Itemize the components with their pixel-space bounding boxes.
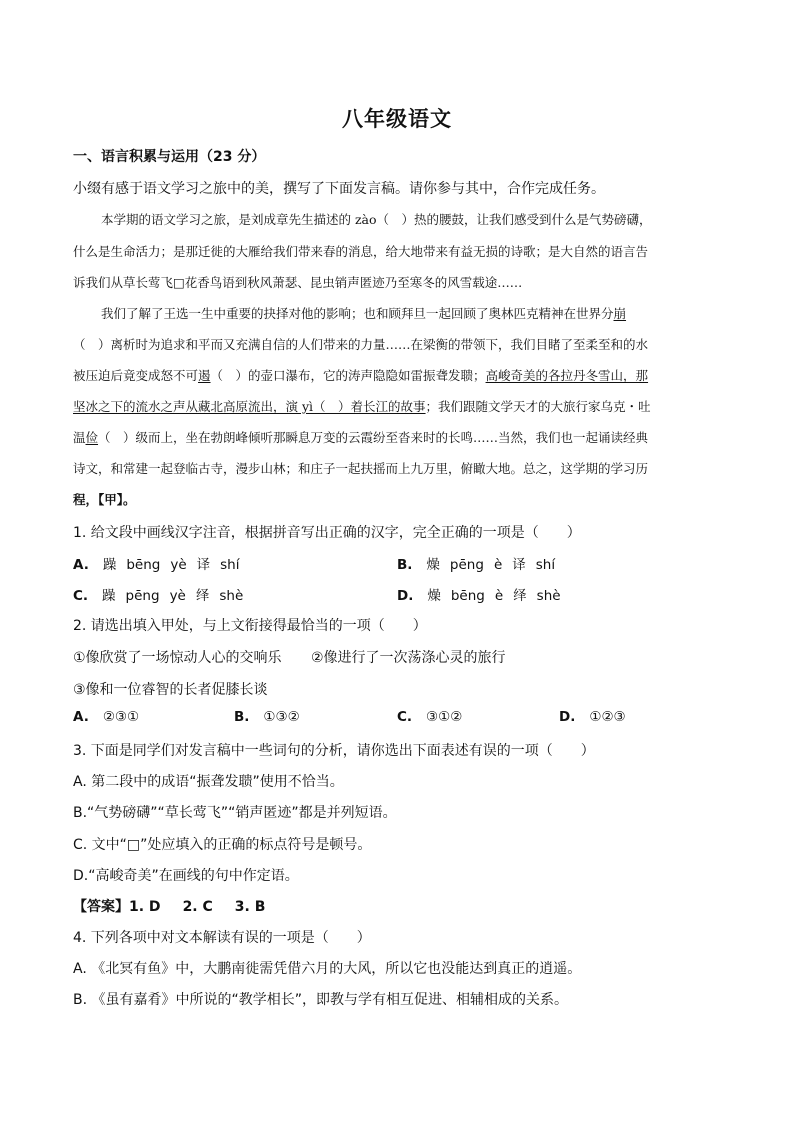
underlined-char: 俭 bbox=[85, 430, 99, 445]
question-2-stem: 2. 请选出填入甲处，与上文衔接得最恰当的一项（ ） bbox=[73, 618, 427, 634]
question-1-stem: 1. 给文段中画线汉字注音，根据拼音写出正确的汉字，完全正确的一项是（ ） bbox=[73, 525, 581, 541]
q2-option-b[interactable]: B. ①③② bbox=[234, 709, 300, 725]
q1-option-d[interactable]: D. 燥 bēng è 绎 shè bbox=[397, 588, 561, 604]
q2-option-c[interactable]: C. ③①② bbox=[397, 709, 463, 725]
passage-line: 诗文，和常建一起登临古寺，漫步山林；和庄子一起扶摇而上九万里，俯瞰大地。总之，这学期的学习历 bbox=[73, 461, 649, 476]
underlined-char: 遏 bbox=[198, 368, 211, 383]
q2-option-d[interactable]: D. ①②③ bbox=[559, 709, 626, 725]
q4-option-b[interactable]: B. 《虽有嘉肴》中所说的“教学相长”，即教与学有相互促进、相辅相成的关系。 bbox=[73, 992, 569, 1008]
q1-option-a[interactable]: A. 躁 bēng yè 译 shí bbox=[73, 557, 240, 573]
q3-option-a[interactable]: A. 第二段中的成语“振聋发聩”使用不恰当。 bbox=[73, 774, 344, 790]
page-title: 八年级语文 bbox=[342, 107, 452, 131]
answer-key: 【答案】1. D 2. C 3. B bbox=[73, 899, 266, 915]
passage-line: 坚冰之下的流水之声从藏北高原流出，演 yì（ ）着长江的故事；我们跟随文学天才的大旅行家乌克・吐 bbox=[73, 399, 651, 414]
passage-line: 本学期的语文学习之旅，是刘成章先生描述的 zào（ ）热的腰鼓，让我们感受到什么是气势磅礴， bbox=[101, 212, 652, 227]
passage-line: 诉我们从草长莺飞□花香鸟语到秋风萧瑟、昆虫销声匿迹乃至寒冬的风雪载途…… bbox=[73, 275, 523, 290]
underlined-char: 崩 bbox=[613, 306, 627, 321]
q3-option-d[interactable]: D.“高峻奇美”在画线的句中作定语。 bbox=[73, 868, 299, 884]
passage-line: 什么是生命活力；是那迁徙的大雁给我们带来春的消息，给大地带来有益无损的诗歌；是大自然的语言告 bbox=[73, 244, 649, 259]
section-heading: 一、语言积累与运用（23 分） bbox=[73, 149, 266, 165]
passage-line: 我们了解了王选一生中重要的抉择对他的影响；也和顾拜旦一起回顾了奥林匹克精神在世界分崩 bbox=[101, 306, 627, 321]
question-4-stem: 4. 下列各项中对文本解读有误的一项是（ ） bbox=[73, 930, 371, 946]
passage-line: （ ）离析时为追求和平而又充满自信的人们带来的力量……在梁衡的带领下，我们目睹了至柔至和的水 bbox=[73, 337, 649, 352]
underlined-phrase: 高峻奇美的各拉丹冬雪山，那 bbox=[485, 368, 649, 383]
passage-line: 温俭（ ）级而上，坐在勃朗峰倾听那瞬息万变的云霞纷至沓来时的长鸣……当然，我们也一起诵读经典 bbox=[73, 430, 649, 445]
q3-option-c[interactable]: C. 文中“□”处应填入的正确的标点符号是顿号。 bbox=[73, 837, 372, 853]
q2-choice-1: ①像欣赏了一场惊动人心的交响乐 bbox=[73, 650, 282, 666]
q2-option-a[interactable]: A. ②③① bbox=[73, 709, 140, 725]
q2-choice-2: ②像进行了一次荡涤心灵的旅行 bbox=[311, 650, 506, 666]
question-3-stem: 3. 下面是同学们对发言稿中一些词句的分析，请你选出下面表述有误的一项（ ） bbox=[73, 743, 595, 759]
q1-option-c[interactable]: C. 躁 pēng yè 绎 shè bbox=[73, 588, 244, 604]
underlined-phrase: 坚冰之下的流水之声从藏北高原流出，演 yì（ ）着长江的故事 bbox=[73, 399, 426, 414]
intro-text: 小缀有感于语文学习之旅中的美，撰写了下面发言稿。请你参与其中，合作完成任务。 bbox=[73, 181, 605, 197]
q3-option-b[interactable]: B.“气势磅礴”“草长莺飞”“销声匿迹”都是并列短语。 bbox=[73, 805, 397, 821]
passage-line: 被压迫后竟变成怒不可遏（ ）的壶口瀑布，它的涛声隐隐如雷振聋发聩；高峻奇美的各拉丹冬雪山，那 bbox=[73, 368, 649, 383]
passage-line: 程，【甲】。 bbox=[73, 492, 136, 507]
q1-option-b[interactable]: B. 燥 pēng è 译 shí bbox=[397, 557, 556, 573]
q2-choice-3: ③像和一位睿智的长者促膝长谈 bbox=[73, 682, 268, 698]
q4-option-a[interactable]: A. 《北冥有鱼》中，大鹏南徙需凭借六月的大风，所以它也没能达到真正的逍遥。 bbox=[73, 961, 582, 977]
